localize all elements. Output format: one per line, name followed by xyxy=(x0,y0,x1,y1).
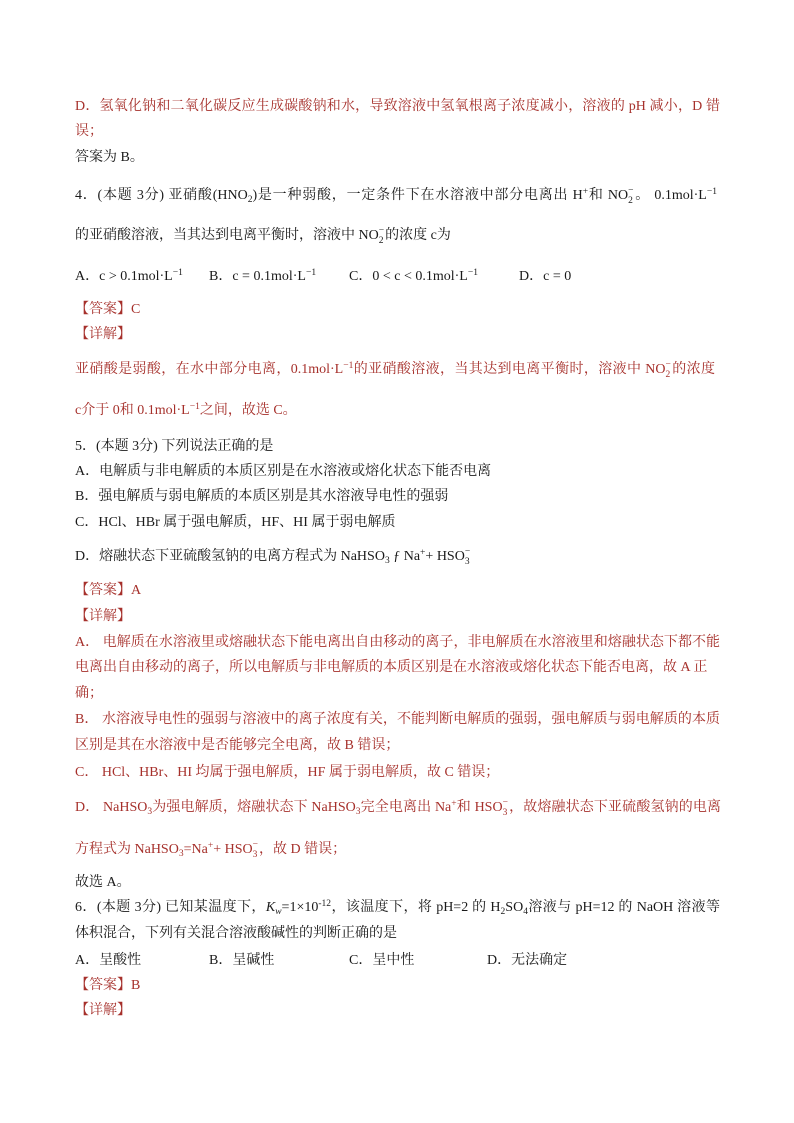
q4-explanation-line xyxy=(75,360,715,380)
option-b xyxy=(209,267,316,287)
subscript: 2 xyxy=(247,194,253,205)
superscript: + xyxy=(420,547,426,558)
superscript: −1 xyxy=(189,401,200,412)
text-run: 的浓度 xyxy=(671,362,715,377)
q5-option-a xyxy=(75,462,491,482)
text-run: =1×10 xyxy=(281,900,319,915)
text-run: 【答案】B xyxy=(75,978,141,993)
option-d xyxy=(519,267,571,287)
text-run: 电离出自由移动的离子，所以电解质与非电解质的本质区别是在水溶液或熔化状态下能否电离，故 A 正 xyxy=(75,660,708,675)
subscript: 2 xyxy=(500,906,506,917)
text-run: C．HCl、HBr 属于强电解质，HF、HI 属于弱电解质 xyxy=(75,515,396,530)
q5-explanation-heading xyxy=(75,607,131,627)
text-run: 和 NO xyxy=(588,188,629,203)
subscript: 3 xyxy=(178,848,184,859)
text-run: 完全电离出 Na xyxy=(360,800,452,815)
subscript: w xyxy=(275,906,282,917)
q3-explanation-d-line xyxy=(75,122,103,142)
q3-explanation-d-line xyxy=(75,97,720,117)
q4-explanation-heading xyxy=(75,325,131,345)
sub-superscript xyxy=(379,226,384,246)
superscript: + xyxy=(451,798,457,809)
sub-superscript xyxy=(503,798,508,818)
text-run: B．呈碱性 xyxy=(209,953,275,968)
subscript: 2 xyxy=(378,236,384,247)
text-run: ，该温度下，将 pH=2 的 H xyxy=(331,900,501,915)
text-run: C． HCl、HBr、HI 均属于强电解质，HF 属于弱电解质，故 C 错误； xyxy=(75,765,500,780)
text-run: B．c = 0.1mol·L xyxy=(209,269,306,284)
q4-answer xyxy=(75,300,140,320)
text-run: D．c = 0 xyxy=(519,269,572,284)
q5-explanation-a-line xyxy=(75,684,103,704)
text-run: 亚硝酸是弱酸，在水中部分电离，0.1mol·L xyxy=(75,362,344,377)
subscript: 3 xyxy=(252,850,258,861)
text-run: D．熔融状态下亚硫酸氢钠的电离方程式为 NaHSO xyxy=(75,549,385,564)
subscript: 3 xyxy=(355,806,361,817)
text-run: C．0 < c < 0.1mol·L xyxy=(349,269,468,284)
superscript: − xyxy=(502,798,508,809)
q6-stem-line xyxy=(75,898,720,918)
text-run: + HSO xyxy=(425,549,465,564)
text-run: 误； xyxy=(75,124,103,139)
text-run: 方程式为 NaHSO xyxy=(75,842,179,857)
text-run: 的亚硝酸溶液，当其达到电离平衡时，溶液中 NO xyxy=(353,362,666,377)
subscript: 3 xyxy=(384,555,390,566)
text-run: c介于 0和 0.1mol·L xyxy=(75,403,190,418)
text-run: 故选 A。 xyxy=(75,875,131,890)
q5-answer xyxy=(75,581,141,601)
text-run: A． 电解质在水溶液里或熔融状态下能电离出自由移动的离子，非电解质在水溶液里和熔融状态下都不能 xyxy=(75,635,720,650)
superscript: − xyxy=(464,547,471,558)
text-run: 【答案】C xyxy=(75,302,141,317)
q5-explanation-a-line xyxy=(75,633,720,653)
text-run: 【详解】 xyxy=(75,609,131,624)
text-run: B．强电解质与弱电解质的本质区别是其水溶液导电性的强弱 xyxy=(75,489,449,504)
superscript: −1 xyxy=(172,267,183,278)
option-c xyxy=(349,951,414,971)
text-run: D．氢氧化钠和二氧化碳反应生成碳酸钠和水，导致溶液中氢氧根离子浓度减小，溶液的 pH 减小，D 错 xyxy=(75,99,720,114)
option-a xyxy=(75,951,141,971)
text-run: C．呈中性 xyxy=(349,953,415,968)
text-run: )是一种弱酸，一定条件下在水溶液中部分电离出 H xyxy=(252,188,583,203)
q5-explanation-b-line xyxy=(75,710,720,730)
text-run: 4．(本题 3分) 亚硝酸(HNO xyxy=(75,188,248,203)
superscript: −1 xyxy=(305,267,317,278)
text-run: 和 HSO xyxy=(456,800,503,815)
superscript: −1 xyxy=(343,360,354,371)
text-run: 区别是其在水溶液中是否能够完全电离，故 B 错误； xyxy=(75,738,400,753)
superscript: − xyxy=(665,360,671,371)
q5-stem xyxy=(75,437,273,457)
text-run: 【详解】 xyxy=(75,327,131,342)
superscript: + xyxy=(582,186,589,197)
q5-explanation-d-line xyxy=(75,798,721,818)
text-run: D． NaHSO xyxy=(75,800,148,815)
text-run: 体积混合，下列有关混合溶液酸碱性的判断正确的是 xyxy=(75,926,397,941)
superscript: − xyxy=(378,226,385,237)
subscript: 3 xyxy=(464,557,470,568)
q5-conclusion xyxy=(75,873,131,893)
q5-explanation-b-line xyxy=(75,736,399,756)
text-run: 5．(本题 3分) 下列说法正确的是 xyxy=(75,439,274,454)
text-run: B． 水溶液导电性的强弱与溶液中的离子浓度有关，不能判断电解质的强弱，强电解质与弱电解质的本质 xyxy=(75,712,720,727)
subscript: 2 xyxy=(665,370,671,381)
q3-conclusion xyxy=(75,148,144,168)
sub-superscript xyxy=(628,186,633,206)
subscript: 3 xyxy=(502,808,508,819)
superscript: -12 xyxy=(318,898,332,909)
text-run: 。 0.1mol·L xyxy=(634,188,707,203)
sub-superscript xyxy=(465,547,470,567)
text-run: ，故 D 错误； xyxy=(259,842,347,857)
text-run: A．呈酸性 xyxy=(75,953,142,968)
text-run: 【答案】A xyxy=(75,583,142,598)
text-run: + HSO xyxy=(213,842,253,857)
text-run: SO xyxy=(505,900,524,915)
q5-explanation-a-line xyxy=(75,658,706,678)
q5-explanation-d-line xyxy=(75,840,346,860)
superscript: − xyxy=(628,186,634,197)
option-b xyxy=(209,951,274,971)
text-run: ，故熔融状态下亚硫酸氢钠的电离 xyxy=(508,800,721,815)
q6-options xyxy=(75,951,720,971)
text-run: 6．(本题 3分) 已知某温度下， xyxy=(75,900,266,915)
text-run: 确； xyxy=(75,686,103,701)
subscript: 2 xyxy=(628,196,633,207)
superscript: − xyxy=(252,840,258,851)
option-c xyxy=(349,267,478,287)
q4-stem-line xyxy=(75,226,451,246)
text-run: D．无法确定 xyxy=(487,953,568,968)
sub-superscript xyxy=(665,360,670,380)
superscript: −1 xyxy=(706,186,717,197)
q5-option-b xyxy=(75,487,448,507)
sub-superscript xyxy=(253,840,258,860)
superscript: + xyxy=(207,840,214,851)
text-run: 的浓度 c为 xyxy=(385,228,451,243)
text-run: A．c > 0.1mol·L xyxy=(75,269,173,284)
q4-stem-line xyxy=(75,186,717,206)
text-run: ƒ Na xyxy=(389,549,421,564)
text-run: 溶液与 pH=12 的 NaOH 溶液等 xyxy=(527,900,720,915)
superscript: −1 xyxy=(467,267,478,278)
text-run: 之间，故选 C。 xyxy=(199,403,297,418)
q5-explanation-c xyxy=(75,763,499,783)
subscript: 4 xyxy=(523,906,528,917)
q6-answer xyxy=(75,976,140,996)
option-a xyxy=(75,267,183,287)
subscript: 3 xyxy=(147,806,153,817)
q4-explanation-line xyxy=(75,401,297,421)
text-run: 答案为 B。 xyxy=(75,150,144,165)
text-run: K xyxy=(265,900,276,915)
q4-options xyxy=(75,267,720,287)
text-run: 为强电解质，熔融状态下 NaHSO xyxy=(152,800,356,815)
q5-option-c xyxy=(75,513,395,533)
option-d xyxy=(487,951,567,971)
text-run: =Na xyxy=(183,842,208,857)
q5-option-d xyxy=(75,547,471,567)
q6-explanation-heading xyxy=(75,1001,131,1021)
q6-stem-line xyxy=(75,924,397,944)
text-run: 的亚硝酸溶液，当其达到电离平衡时，溶液中 NO xyxy=(75,228,379,243)
text-run: A．电解质与非电解质的本质区别是在水溶液或熔化状态下能否电离 xyxy=(75,464,492,479)
text-run: 【详解】 xyxy=(75,1003,131,1018)
